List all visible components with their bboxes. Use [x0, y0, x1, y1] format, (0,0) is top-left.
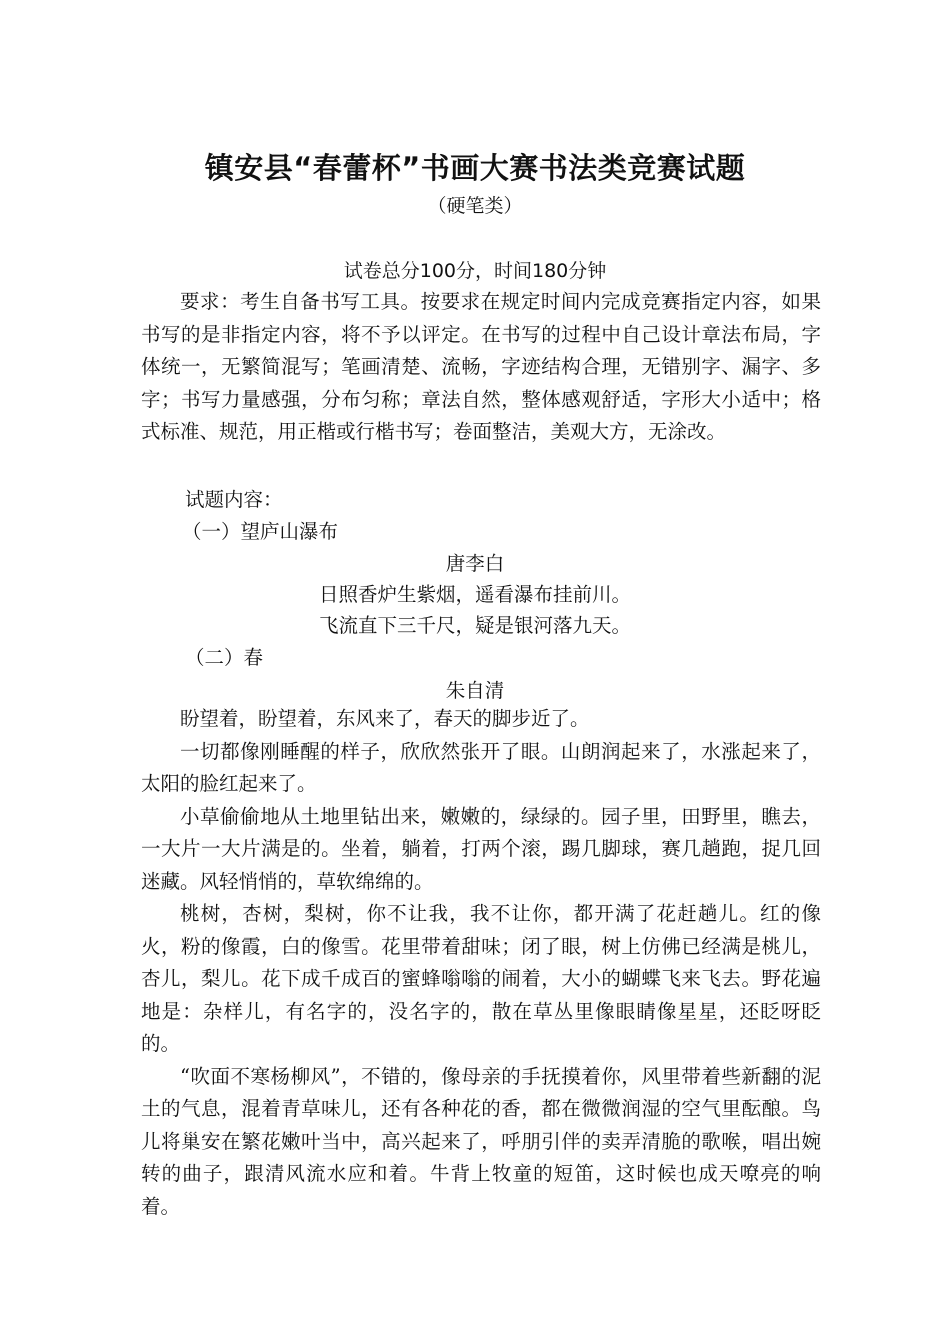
essay-paragraph: 桃树，杏树，梨树，你不让我，我不让你，都开满了花赶趟儿。红的像火，粉的像霞，白的像雪。花里带着甜味；闭了眼，树上仿佛已经满是桃儿，杏儿，梨儿。花下成千成百的蜜蜂嗡嗡的闹着，大小的蝴蝶飞来飞去。野花遍地是：杂样儿，有名字的，没名字的，散在草丛里像眼睛像星星，还眨呀眨的。: [141, 902, 821, 1055]
score-time-line: 试卷总分100分，时间180分钟: [343, 260, 607, 282]
essay-heading: （二）春: [185, 646, 264, 669]
essay-paragraph: 小草偷偷地从土地里钻出来，嫩嫩的，绿绿的。园子里，田野里，瞧去，一大片一大片满是的。坐着，躺着，打两个滚，踢几脚球，赛几趟跑，捉几回迷藏。风轻悄悄的，草软绵绵的。: [141, 804, 821, 893]
poem-author: 唐李白: [445, 552, 505, 575]
requirements-text: 要求：考生自备书写工具。按要求在规定时间内完成竞赛指定内容，如果书写的是非指定内容，将不予以评定。在书写的过程中自己设计章法布局，字体统一，无繁简混写；笔画清楚、流畅，字迹结构合理，无错别字、漏字、多字；书写力量感强，分布匀称；章法自然，整体感观舒适，字形大小适中；格式标准、规范，用正楷或行楷书写；卷面整洁，美观大方，无涂改。: [141, 290, 821, 443]
poem-line: 飞流直下三千尺，疑是银河落九天。: [318, 614, 631, 637]
requirements-paragraph: [141, 286, 821, 449]
essay-paragraph: “吹面不寒杨柳风”，不错的，像母亲的手抚摸着你，风里带着些新翻的泥土的气息，混着青草味儿，还有各种花的香，都在微微润湿的空气里酝酿。鸟儿将巢安在繁花嫩叶当中，高兴起来了，呼朋引伴的卖弄清脆的歌喉，唱出婉转的曲子，跟清风流水应和着。牛背上牧童的短笛，这时候也成天嘹亮的响着。: [141, 1064, 821, 1218]
poem-line: 日照香炉生紫烟，遥看瀑布挂前川。: [318, 583, 631, 606]
essay-paragraph: 盼望着，盼望着，东风来了，春天的脚步近了。: [180, 707, 590, 730]
essay-paragraph: 一切都像刚睡醒的样子，欣欣然张开了眼。山朗润起来了，水涨起来了，太阳的脸红起来了。: [141, 739, 821, 795]
page-subtitle: （硬笔类）: [427, 195, 523, 217]
poem-heading: （一）望庐山瀑布: [182, 520, 339, 543]
content-label: 试题内容：: [185, 488, 283, 511]
page-title: 镇安县“春蕾杯”书画大赛书法类竞赛试题: [204, 151, 746, 185]
essay-author: 朱自清: [445, 679, 505, 702]
essay-body: [141, 703, 821, 1223]
